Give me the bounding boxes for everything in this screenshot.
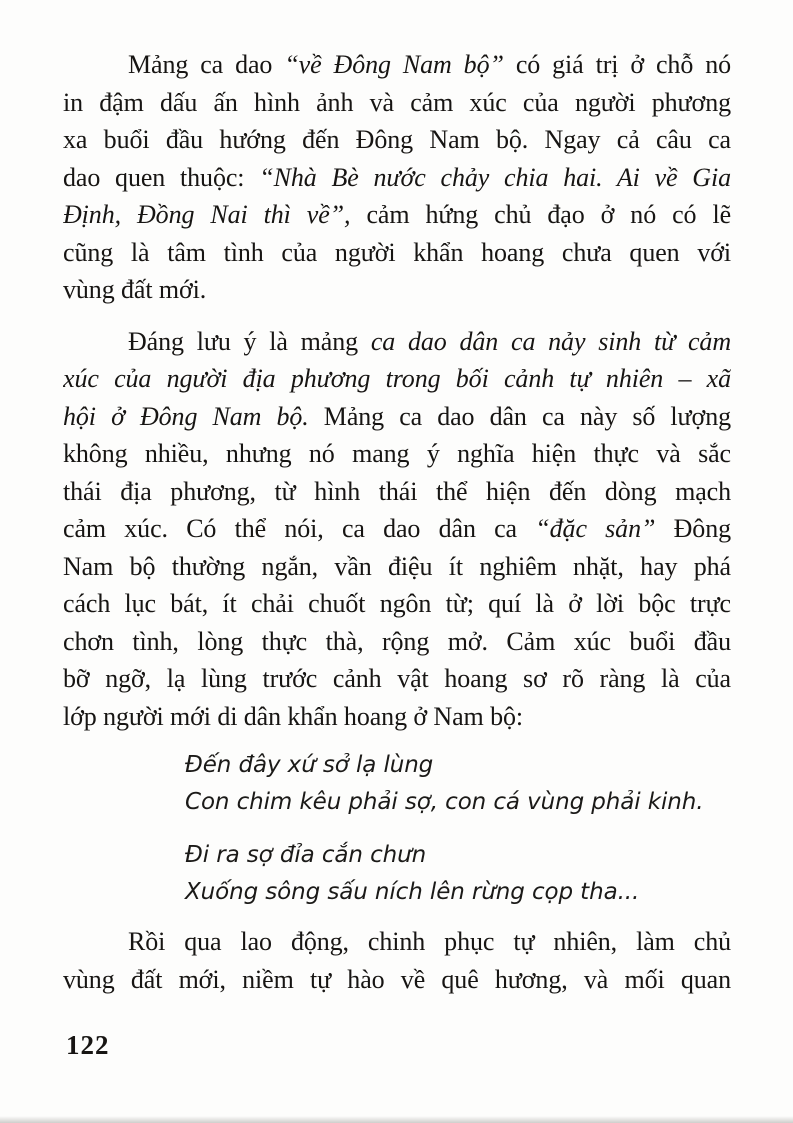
- text-line: [63, 271, 731, 309]
- text-line: [63, 923, 731, 961]
- text-line: [63, 961, 731, 999]
- text-line: [63, 660, 731, 698]
- quote-italic: “Nhà Bè nước chảy chia hai. Ai về Gia: [259, 162, 731, 192]
- text-line: [63, 84, 731, 122]
- text-line: [63, 159, 731, 197]
- quote-italic: “đặc sản”: [535, 514, 656, 543]
- body-text: dao quen thuộc:: [63, 162, 260, 192]
- verse-line: Đến đây xứ sở lạ lùng: [185, 752, 434, 778]
- text-line: [63, 623, 731, 661]
- body-text: cách lục bát, ít chải chuốt ngôn từ; quí là ở lời bộc trực: [63, 589, 731, 618]
- emphasis-italic: hội ở Đông Nam bộ.: [63, 401, 309, 431]
- body-text: xa buổi đầu hướng đến Đông Nam bộ. Ngay cả câu ca: [63, 125, 731, 154]
- body-text: cảm xúc. Có thể nói, ca dao dân ca: [63, 514, 536, 543]
- text-line: [63, 323, 731, 361]
- page-number: 122: [66, 1030, 110, 1060]
- verse-line: Xuống sông sấu ních lên rừng cọp tha...: [185, 879, 640, 905]
- emphasis-italic: xúc của người địa phương trong bối cảnh tự nhiên – xã: [63, 364, 731, 393]
- body-text: Rồi qua lao động, chinh phục tự nhiên, làm chủ: [128, 927, 731, 956]
- text-line: [63, 234, 731, 272]
- body-text: vùng đất mới, niềm tự hào về quê hương, và mối quan: [63, 964, 731, 994]
- body-text: có giá trị ở chỗ nó: [503, 50, 731, 79]
- body-text: chơn tình, lòng thực thà, rộng mở. Cảm xúc buổi đầu: [63, 626, 731, 656]
- body-text: Đáng lưu ý là mảng: [128, 326, 371, 356]
- emphasis-italic: ca dao dân ca nảy sinh từ cảm: [370, 326, 731, 356]
- body-text: Đông: [655, 514, 731, 543]
- paragraph-1: [63, 46, 731, 309]
- quote-italic: Định, Đồng Nai thì về”,: [63, 200, 351, 229]
- text-line: [63, 360, 731, 398]
- text-line: [63, 435, 731, 473]
- body-text: vùng đất mới.: [63, 275, 207, 304]
- verse-line: Con chim kêu phải sợ, con cá vùng phải kinh.: [185, 789, 704, 815]
- text-line: [63, 585, 731, 623]
- verse-couplet-2: [185, 837, 731, 911]
- text-line: [63, 510, 731, 548]
- text-line: [63, 548, 731, 586]
- body-text: bỡ ngỡ, lạ lùng trước cảnh vật hoang sơ rõ ràng là của: [63, 664, 731, 693]
- body-text: Mảng ca dao dân ca này số lượng: [308, 401, 731, 431]
- verse-couplet-1: [185, 747, 731, 821]
- text-line: [63, 473, 731, 511]
- text-line: [63, 398, 731, 436]
- paragraph-3: [63, 923, 731, 998]
- body-text: in đậm dấu ấn hình ảnh và cảm xúc của người phương: [63, 87, 731, 117]
- text-line: [63, 698, 731, 736]
- paragraph-2: [63, 323, 731, 736]
- text-line: [63, 196, 731, 234]
- text-line: [63, 121, 731, 159]
- body-text: cũng là tâm tình của người khẩn hoang chưa quen với: [63, 237, 731, 267]
- text-line: [63, 46, 731, 84]
- quote-italic: “về Đông Nam bộ”: [284, 50, 504, 79]
- text-block: [63, 46, 731, 998]
- body-text: lớp người mới di dân khẩn hoang ở Nam bộ:: [63, 701, 523, 731]
- body-text: thái địa phương, từ hình thái thể hiện đến dòng mạch: [63, 476, 731, 506]
- body-text: Nam bộ thường ngắn, vần điệu ít nghiêm nhặt, hay phá: [63, 551, 731, 581]
- body-text: không nhiều, nhưng nó mang ý nghĩa hiện thực và sắc: [63, 439, 731, 468]
- scan-edge-shadow: [0, 1116, 793, 1123]
- verse-line: Đi ra sợ đỉa cắn chưn: [185, 842, 427, 868]
- body-text: cảm hứng chủ đạo ở nó có lẽ: [350, 200, 731, 229]
- body-text: Mảng ca dao: [128, 50, 285, 79]
